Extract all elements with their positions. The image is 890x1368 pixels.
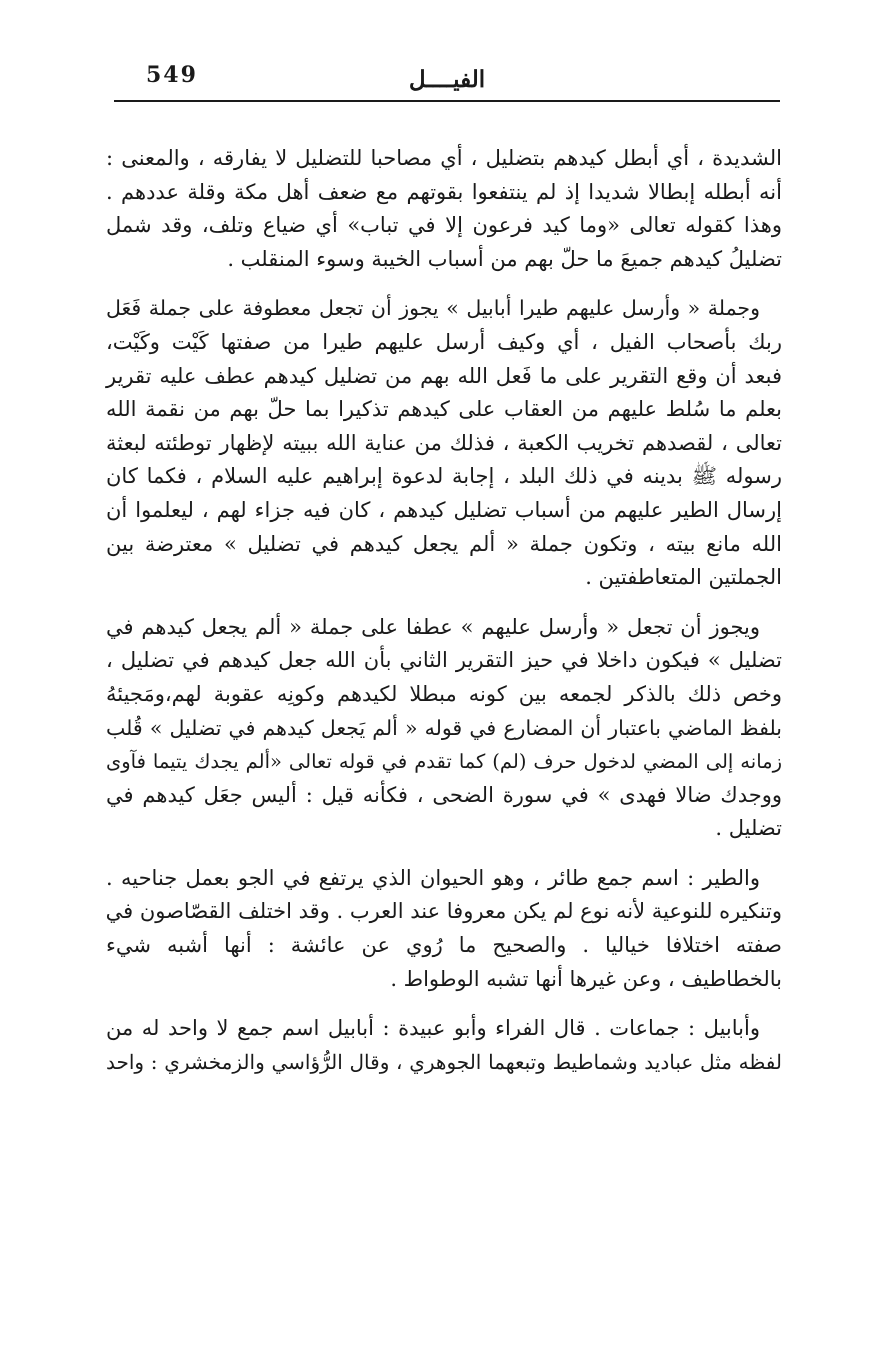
text-line: ويجوز أن تجعل « وأرسل عليهم » عطفا على جملة « ألم يجعل كيدهم في — [106, 614, 760, 639]
text-line: وتنكيره للنوعية لأنه نوع لم يكن معروفا عند العرب . وقد اختلف القصّاصون في — [105, 899, 782, 924]
text-line: رسوله ﷺ بدينه في ذلك البلد ، إجابة لدعوة إبراهيم عليه السلام ، فكما كان — [106, 464, 782, 489]
paragraph-1 — [106, 142, 782, 276]
text-line: تعالى ، لقصدهم تخريب الكعبة ، فذلك من عناية الله ببيته لإظهار توطئته لبعثة — [106, 430, 782, 455]
text-line: فبعد أن وقع التقرير على ما فَعل الله بهم من تضليل كيدهم عطف عليه تقرير — [106, 363, 782, 388]
text-line: بالخطاطيف ، وعن غيرها أنها تشبه الوطواط . — [390, 966, 782, 991]
body-text — [106, 142, 782, 1095]
text-line: ووجدك ضالا فهدى » في سورة الضحى ، فكأنه قيل : أليس جعَل كيدهم في — [106, 782, 782, 807]
text-line: تضليل » فيكون داخلا في حيز التقرير الثاني بأن الله جعل كيدهم في تضليل ، — [106, 648, 782, 673]
paragraph-3 — [106, 611, 782, 846]
page-number: 549 — [146, 62, 198, 88]
text-line: لفظه مثل عباديد وشماطيط وتبعهما الجوهري ، وقال الرُّؤاسي والزمخشري : واحد — [106, 1049, 782, 1074]
chapter-title: الفيــــل — [408, 66, 486, 93]
text-line: بلفظ الماضي باعتبار أن المضارع في قوله « ألم يَجعل كيدهم في تضليل » قُلب — [106, 715, 782, 740]
text-line: تضليل . — [715, 816, 782, 841]
text-line: الله مانع بيته ، وتكون جملة « ألم يجعل كيدهم في تضليل » معترضة بين — [106, 531, 782, 556]
text-line: صفته اختلافا خياليا . والصحيح ما رُوي عن عائشة : أنها أشبه شيء — [106, 933, 782, 958]
text-line: تضليلُ كيدهم جميعَ ما حلّ بهم من أسباب الخيبة وسوء المنقلب . — [227, 246, 782, 271]
text-line: إرسال الطير عليهم من أسباب تضليل كيدهم ، كان فيه جزاء لهم ، ليعلموا أن — [106, 497, 782, 522]
text-line: وخص ذلك بالذكر لجمعه بين كونه مبطلا لكيدهم وكونِه عقوبة لهم،ومَجيئهُ — [106, 681, 782, 706]
text-line: والطير : اسم جمع طائر ، وهو الحيوان الذي يرتفع في الجو بعمل جناحيه . — [106, 865, 761, 890]
text-line: وأبابيل : جماعات . قال الفراء وأبو عبيدة : أبابيل اسم جمع لا واحد له من — [106, 1016, 760, 1041]
paragraph-5 — [106, 1012, 782, 1079]
text-line: الشديدة ، أي أبطل كيدهم بتضليل ، أي مصاحبا للتضليل لا يفارقه ، والمعنى : — [106, 146, 782, 170]
text-line: زمانه إلى المضي لدخول حرف (لم) كما تقدم في قوله تعالى «ألم يجدك يتيما فآوى — [106, 750, 782, 774]
header-rule — [114, 100, 780, 102]
text-line: أنه أبطله إبطالا شديدا إذ لم ينتفعوا بقوتهم مع ضعف أهل مكة وقلة عددهم . — [106, 179, 782, 204]
text-line: بعلم ما سُلط عليهم من العقاب على كيدهم تذكيرا بما حلّ بهم من نقمة الله — [106, 397, 782, 422]
text-line: وهذا كقوله تعالى «وما كيد فرعون إلا في تباب» أي ضياع وتلف، وقد شمل — [106, 213, 782, 238]
paragraph-2 — [106, 292, 782, 594]
paragraph-4 — [106, 862, 782, 996]
text-line: وجملة « وأرسل عليهم طيرا أبابيل » يجوز أن تجعل معطوفة على جملة فَعَل — [106, 296, 760, 321]
text-line: الجملتين المتعاطفتين . — [585, 565, 782, 590]
text-line: ربك بأصحاب الفيل ، أي وكيف أرسل عليهم طيرا من صفتها كَيْت وكَيْت، — [106, 329, 782, 354]
running-head — [114, 58, 780, 98]
